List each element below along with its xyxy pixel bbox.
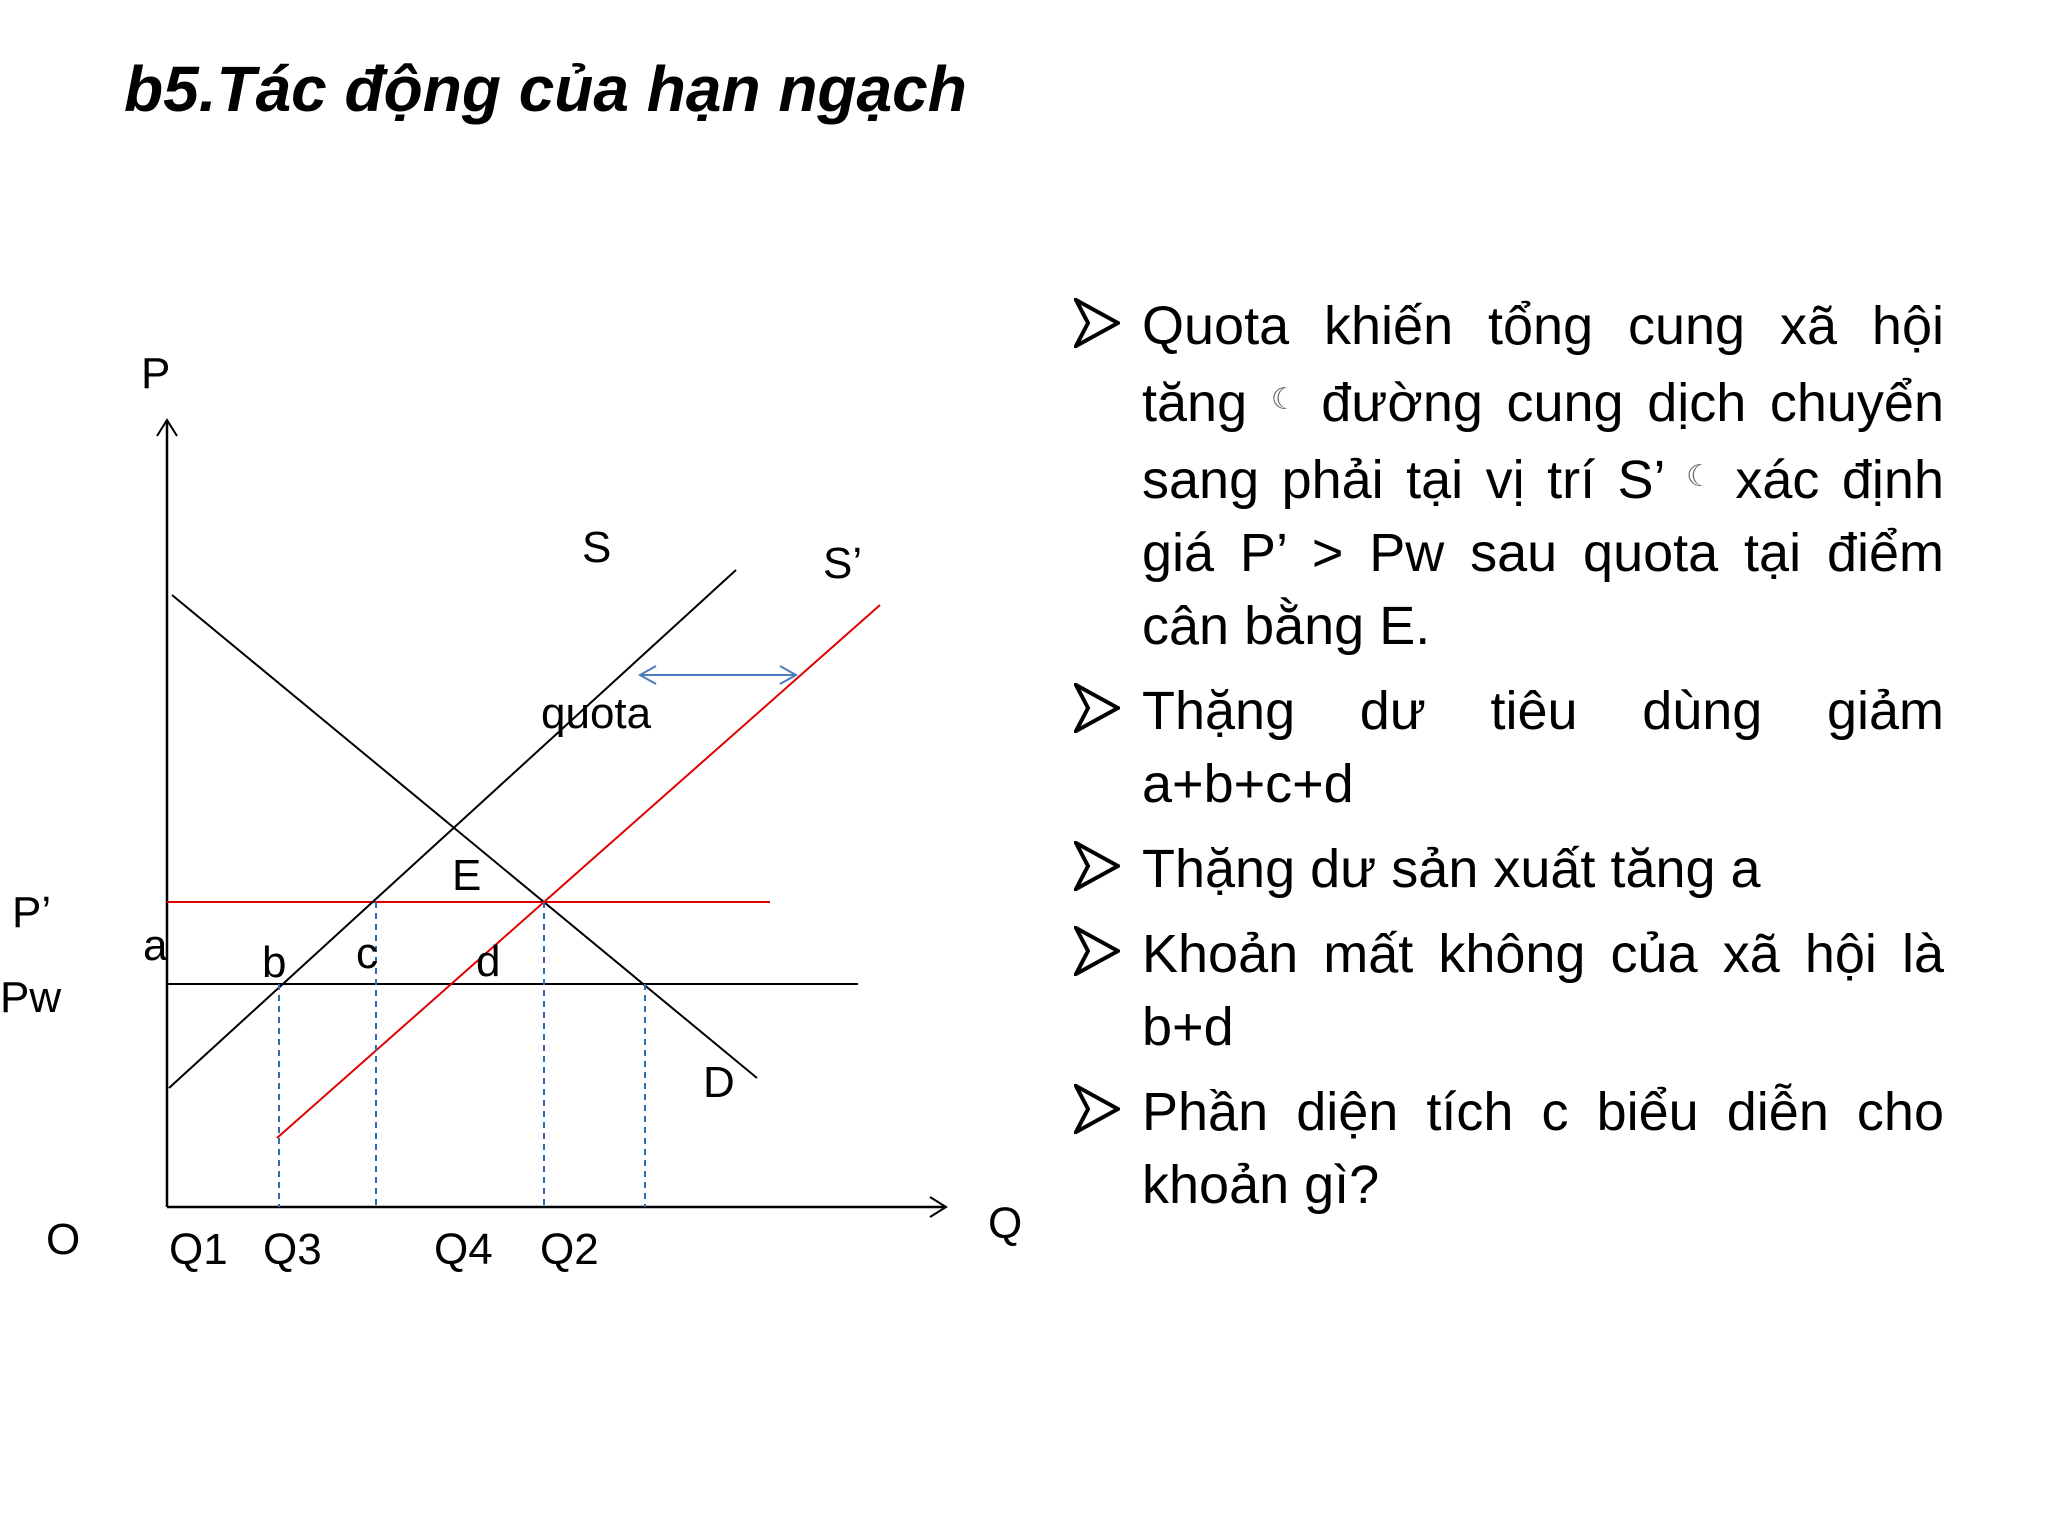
area-c-label: c <box>356 929 378 978</box>
bullet-item <box>1074 833 1944 906</box>
demand-label: D <box>703 1058 735 1107</box>
area-d-label: d <box>476 937 501 986</box>
bullet-item <box>1074 675 1944 821</box>
arrow-bullet-icon <box>1074 1084 1120 1134</box>
q-axis-label: Q <box>988 1199 1023 1248</box>
moon-symbol-icon: ☾ <box>1686 459 1713 494</box>
q2-label: Q2 <box>540 1225 599 1274</box>
area-a-label: a <box>143 921 168 970</box>
q4-label: Q4 <box>434 1225 493 1274</box>
q3-label: Q3 <box>263 1225 322 1274</box>
arrow-bullet-icon <box>1074 683 1120 733</box>
quota-label: quota <box>541 689 652 738</box>
origin-label: O <box>46 1215 81 1264</box>
bullet-text: Thặng dư sản xuất tăng a <box>1142 839 1761 899</box>
slide-title: b5.Tác động của hạn ngạch <box>124 53 967 125</box>
quota-diagram <box>0 0 1060 1320</box>
bullet-item <box>1074 290 1944 663</box>
bullet-list <box>1074 290 1944 1234</box>
bullet-text: Quota khiến tổng cung xã hội tăng ☾ đường cung dịch chuyển sang phải tại vị trí S’ ☾ xác định giá P’ > Pw sau quota tại điểm cân bằng E. <box>1142 296 1944 656</box>
q1-label: Q1 <box>169 1225 228 1274</box>
arrow-bullet-icon <box>1074 926 1120 976</box>
bullet-text: Thặng dư tiêu dùng giảm a+b+c+d <box>1142 681 1944 814</box>
area-b-label: b <box>262 938 287 987</box>
moon-symbol-icon: ☾ <box>1270 382 1298 417</box>
shifted-supply-label: S’ <box>823 539 863 588</box>
arrow-bullet-icon <box>1074 841 1120 891</box>
supply-curve <box>169 570 736 1088</box>
p-axis-label: P <box>141 349 171 398</box>
arrow-bullet-icon <box>1074 298 1120 348</box>
supply-label: S <box>582 523 612 572</box>
p-prime-label: P’ <box>12 888 52 937</box>
bullet-item <box>1074 918 1944 1064</box>
pw-label: Pw <box>0 973 62 1022</box>
shifted-supply-curve <box>277 605 880 1138</box>
bullet-text: Khoản mất không của xã hội là b+d <box>1142 924 1944 1057</box>
bullet-text: Phần diện tích c biểu diễn cho khoản gì? <box>1142 1082 1944 1215</box>
equilibrium-label: E <box>452 851 482 900</box>
bullet-item <box>1074 1076 1944 1222</box>
